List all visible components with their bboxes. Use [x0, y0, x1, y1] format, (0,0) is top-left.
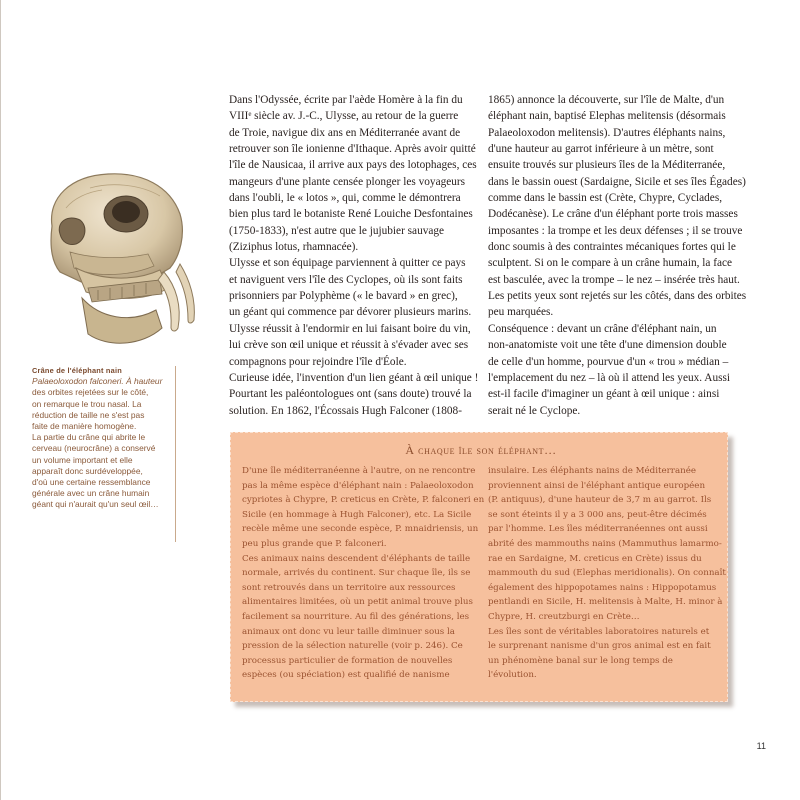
text-line: éléphant nain, baptisé Elephas melitensis (désormais	[488, 110, 726, 123]
text-line: Dans l'Odyssée, écrite par l'aède Homère à la fin du	[229, 94, 463, 106]
text-line: Palaeoloxodon melitensis). D'autres éléphants nains,	[488, 126, 726, 139]
box-text-line: Chypre, H. creutzburgi en Crète…	[488, 611, 640, 622]
text-line: l'emplacement du nez – là où il attend les yeux. Aussi	[488, 371, 731, 384]
text-line: un géant qui commence par dévorer plusieurs marins.	[229, 306, 472, 319]
caption-line: cerveau (neurocrâne) a conservé	[32, 443, 156, 454]
box-text-line: Sicile (en hommage à Hugh Falconer), etc. La Sicile	[242, 509, 472, 520]
caption-line: La partie du crâne qui abrite le	[32, 432, 146, 443]
text-line: est basculée, avec la trompe – le nez – insérée très haut.	[488, 273, 740, 286]
text-line: VIIIᵉ siècle av. J.-C., Ulysse, au retour de la guerre	[229, 110, 459, 123]
box-text-line: proviennent ainsi de l'éléphant antique européen	[488, 480, 706, 491]
box-text-line: Les îles sont de véritables laboratoires naturels et	[488, 626, 710, 637]
caption-line: d'où une certaine ressemblance	[32, 477, 151, 488]
box-text-line: processus particulier de formation de nouvelles	[242, 655, 453, 666]
caption-line: apparaît donc surdéveloppée,	[32, 465, 143, 476]
box-text-line: sont retrouvés dans un territoire aux ressources	[242, 582, 456, 593]
illustration-caption	[32, 365, 182, 511]
sidebar-box-column-2	[488, 464, 726, 683]
text-line: de Troie, navigue dix ans en Méditerranée avant de	[229, 126, 461, 139]
text-line: prisonniers par Polyphème (« le bavard » en grec),	[229, 290, 458, 303]
text-line: dans l'oubli, le « lotos », qui, comme le démontrera	[229, 192, 461, 205]
box-text-line: facilement sa nourriture. Au fil des générations, les	[242, 611, 470, 622]
text-line: non-anatomiste voit une tête d'une dimension double	[488, 339, 727, 352]
text-line: lui crève son œil unique et réussit à s'évader avec ses	[229, 339, 469, 352]
box-text-line: également des hippopotames nains : Hippopotamus	[488, 582, 717, 593]
sidebar-box-title-text: À chaque île son éléphant…	[405, 443, 557, 457]
caption-line: faite de manière homogène.	[32, 421, 137, 432]
text-line: Dodécanèse). Le crâne d'un éléphant porte trois masses	[488, 208, 738, 221]
text-line: Ulysse réussit à l'endormir en lui faisant boire du vin,	[229, 322, 471, 335]
box-text-line: abrité des mammouths nains (Mammuthus lamarmo-	[488, 538, 722, 549]
box-text-line: (P. antiquus), d'une hauteur de 3,7 m au garrot. Ils	[488, 495, 712, 506]
text-line: 1865) annonce la découverte, sur l'île de Malte, d'un	[488, 94, 725, 106]
text-line: Conséquence : devant un crâne d'éléphant nain, un	[488, 322, 717, 335]
main-text-column-1	[229, 92, 479, 419]
text-line: est-il facile d'imaginer un géant à œil unique : ainsi	[488, 388, 720, 401]
text-line: (1750-1833), n'est autre que le jujubier sauvage	[229, 224, 445, 237]
text-line: (Ziziphus lotus, rhamnacée).	[229, 241, 359, 254]
caption-title: Crâne de l'éléphant nain	[32, 366, 122, 375]
box-text-line: animaux ont donc vu leur taille diminuer sous la	[242, 626, 455, 637]
text-line: Pourtant les paléontologues ont (sans doute) trouvé la	[229, 388, 472, 401]
text-line: sculptent. Si on le compare à un crâne humain, la face	[488, 257, 733, 270]
box-text-line: se sont éteints il y a 3 000 ans, peut-être décimés	[488, 509, 707, 520]
box-text-line: mammouth du sud (Elephas meridionalis). On connaît	[488, 568, 726, 579]
text-line: retrouver son île ionienne d'Ithaque. Après avoir quitté	[229, 143, 476, 156]
text-line: serait né le Cyclope.	[488, 404, 581, 417]
text-line: solution. En 1862, l'Écossais Hugh Falconer (1808-	[229, 404, 462, 417]
caption-line: des orbites rejetées sur le côté,	[32, 387, 149, 398]
box-text-line: recèle même une seconde espèce, P. mnaidriensis, un	[242, 524, 479, 535]
box-text-line: Ces animaux nains descendent d'éléphants de taille	[242, 553, 471, 564]
text-line: l'île de Nausicaa, il arrive aux pays des lotophages, ces	[229, 159, 477, 172]
page-edge-line	[0, 0, 1, 800]
box-text-line: peu plus grande que P. falconeri.	[242, 538, 387, 549]
caption-line: on remarque le trou nasal. La	[32, 398, 142, 409]
page-number: 11	[756, 741, 766, 751]
text-line: d'une hauteur au garrot inférieure à un mètre, sont	[488, 143, 714, 156]
box-text-line: rae en Sardaigne, M. creticus en Crète) issus du	[488, 553, 702, 564]
box-text-line: espèces (ou spéciation) est qualifié de nanisme	[242, 670, 450, 681]
box-text-line: D'une île méditerranéenne à l'autre, on ne rencontre	[242, 466, 476, 476]
main-text-column-2	[488, 92, 747, 419]
box-text-line: par l'homme. Les îles méditerranéennes ont aussi	[488, 524, 708, 535]
text-line: ensuite trouvés sur plusieurs îles de la Méditerranée,	[488, 159, 726, 172]
box-text-line: cypriotes à Chypre, P. creticus en Crète, P. falconeri en	[242, 495, 485, 506]
text-line: donc soumis à des contraintes mécaniques fortes qui le	[488, 241, 736, 254]
text-line: de celle d'un homme, pourvue d'un « trou » médian –	[488, 355, 729, 368]
box-text-line: normale, arrivés du continent. Sur chaque île, ils se	[242, 568, 471, 579]
text-line: mangeurs d'une plante censée plonger les voyageurs	[229, 175, 466, 188]
box-text-line: insulaire. Les éléphants nains de Méditerranée	[488, 466, 697, 476]
text-line: compagnons pour rejoindre l'île d'Éole.	[229, 355, 407, 368]
text-line: peu marquées.	[488, 306, 554, 319]
text-line: comme dans le bassin est (Crète, Chypre, Cyclades,	[488, 192, 723, 205]
caption-line: réduction de taille ne s'est pas	[32, 409, 145, 420]
caption-line: un volume important et elle	[32, 454, 133, 465]
text-line: et naviguent vers l'île des Cyclopes, où ils sont faits	[229, 273, 463, 286]
box-text-line: pentlandi en Sicile, H. melitensis à Malte, H. minor à	[488, 597, 723, 608]
sidebar-box-title	[0, 443, 726, 458]
sidebar-box-column-1	[242, 464, 485, 683]
caption-line: géant qui n'aurait qu'un seul œil…	[32, 499, 159, 510]
box-text-line: un phénomène banal sur le long temps de	[488, 655, 673, 666]
caption-line: Palaeoloxodon falconeri. À hauteur	[32, 376, 163, 387]
text-line: bien plus tard le botaniste René Louiche Desfontaines	[229, 208, 473, 221]
text-line: dans le bassin ouest (Sardaigne, Sicile et ses îles Égades)	[488, 175, 746, 188]
box-text-line: alimentaires limitées, où un petit animal trouve plus	[242, 597, 473, 608]
text-line: Les petits yeux sont rejetés sur les côtés, dans des orbites	[488, 290, 747, 303]
text-line: Curieuse idée, l'invention d'un lien géant à œil unique !	[229, 371, 479, 384]
box-text-line: pression de la sélection naturelle (voir p. 246). Ce	[242, 641, 463, 652]
box-text-line: pas la même espèce d'éléphant nain : Palaeoloxodon	[242, 480, 474, 491]
caption-line: générale avec un crâne humain	[32, 488, 150, 499]
box-text-line: l'évolution.	[488, 670, 537, 681]
text-line: imposantes : la trompe et les deux défenses ; il se trouve	[488, 224, 743, 237]
text-line: Ulysse et son équipage parviennent à quitter ce pays	[229, 257, 466, 270]
elephant-skull-illustration	[30, 168, 202, 360]
box-text-line: le surprenant nanisme d'un gros animal est en fait	[488, 641, 711, 652]
